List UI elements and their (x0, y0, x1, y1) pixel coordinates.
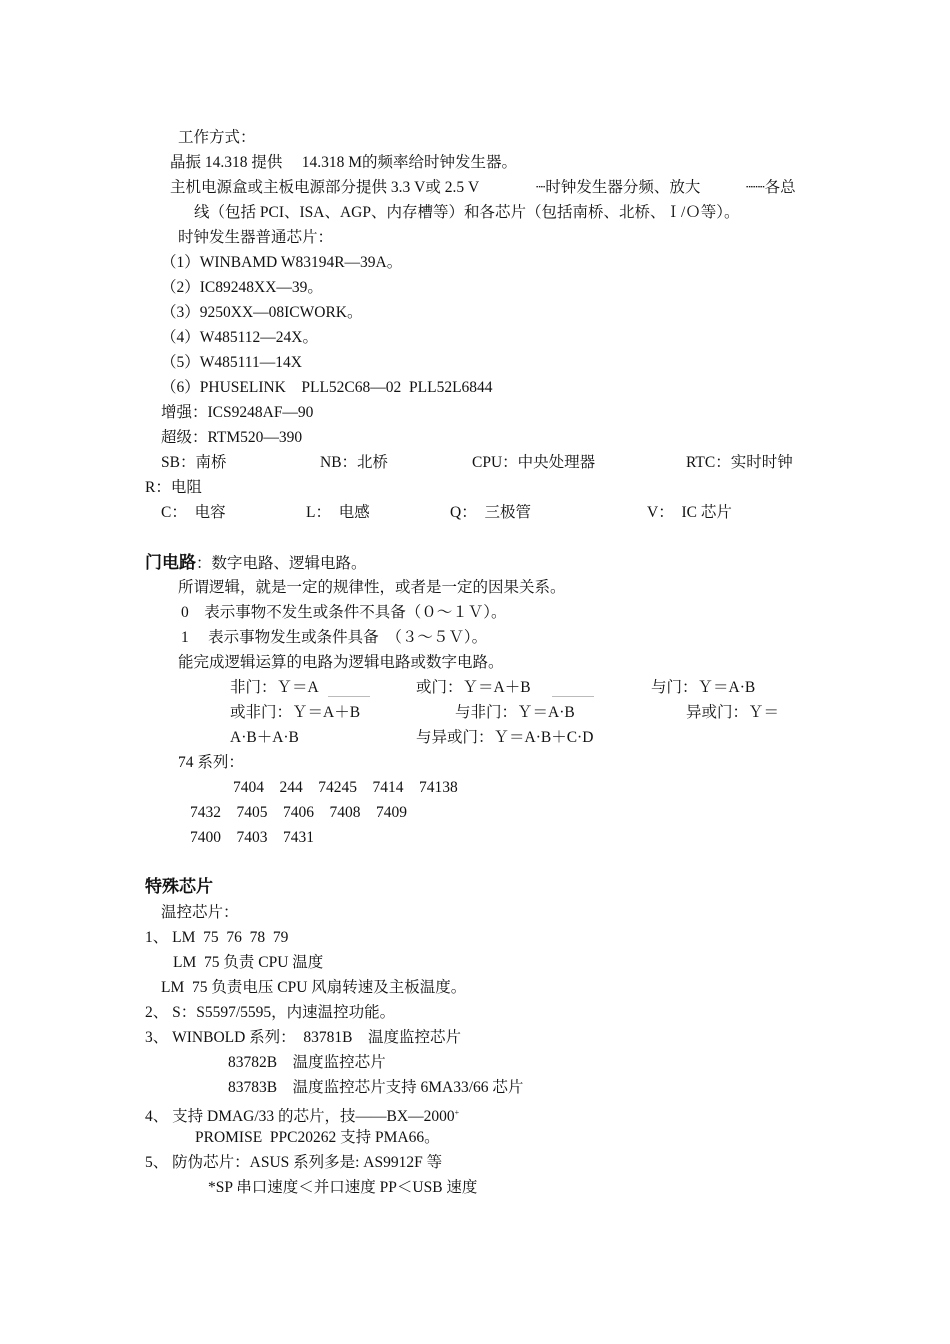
series-row: 7404 244 74245 7414 74138 (233, 779, 458, 796)
logic-circuit-definition: 能完成逻辑运算的电路为逻辑电路或数字电路。 (178, 654, 504, 671)
crystal-line: 晶振 14.318 提供 14.318 M的频率给时钟发生器。 (170, 154, 518, 171)
nand-gate: 与非门：Ｙ＝A·B (455, 704, 575, 721)
list-item-1-sub-b: LM 75 负责电压 CPU 风扇转速及主板温度。 (161, 979, 467, 996)
abbr-cpu: CPU：中央处理器 (472, 454, 596, 471)
chip-item: （3）9250XX—08ICWORK。 (161, 304, 363, 321)
overbar-line (552, 696, 594, 697)
chip-item: （1）WINBAMD W83194R—39A。 (161, 254, 403, 271)
list-item-4-sub: PROMISE PPC20262 支持 PMA66。 (195, 1129, 440, 1146)
gate-circuit-heading-rest: ：数字电路、逻辑电路。 (196, 555, 367, 572)
xor-expression: A·B＋A·B (230, 729, 299, 746)
clock-chips-label: 时钟发生器普通芯片： (178, 229, 334, 246)
temp-chips-label: 温控芯片： (161, 904, 239, 921)
work-mode-label: 工作方式： (178, 129, 256, 146)
special-chips-heading: 特殊芯片 (145, 877, 213, 896)
abbr-rtc: RTC：实时时钟 (686, 454, 793, 471)
gate-circuit-heading-line (145, 552, 367, 574)
gate-circuit-heading: 门电路 (145, 553, 196, 572)
xor-gate: 异或门：Ｙ＝ (686, 704, 780, 721)
not-gate: 非门：Ｙ＝A (230, 679, 319, 696)
nor-gate: 或非门：Ｙ＝A＋B (230, 704, 361, 721)
bus-line: 线（包括 PCI、ISA、AGP、内存槽等）和各芯片（包括南桥、北桥、Ｉ/Ｏ等）。 (194, 204, 740, 221)
and-gate: 与门：Ｙ＝A·B (651, 679, 756, 696)
list-item-2: 2、 S：S5597/5595，内速温控功能。 (145, 1004, 396, 1021)
overbar-line (328, 696, 370, 697)
list-item-5-sub: *SP 串口速度＜并口速度 PP＜USB 速度 (208, 1179, 478, 1196)
power-line-c: ┈┈各总 (746, 179, 796, 196)
series-row: 7432 7405 7406 7408 7409 (190, 804, 408, 821)
power-line-b: ┈时钟发生器分频、放大 (536, 179, 701, 196)
and-xor-gate: 与异或门：Ｙ＝A·B＋C·D (416, 729, 594, 746)
list-item-3: 3、 WINBOLD 系列： 83781B 温度监控芯片 (145, 1029, 462, 1046)
series-label: 74 系列： (178, 754, 244, 771)
abbr-v: V： IC 芯片 (647, 504, 732, 521)
list-item-1-sub-a: LM 75 负责 CPU 温度 (173, 954, 324, 971)
list-item-3-sub-b: 83783B 温度监控芯片支持 6MA33/66 芯片 (228, 1079, 524, 1096)
list-item-5: 5、 防伪芯片：ASUS 系列多是: AS9912F 等 (145, 1154, 443, 1171)
chip-item: （2）IC89248XX—39。 (161, 279, 323, 296)
one-meaning: 1 表示事物发生或条件具备 （３～５Ｖ）。 (181, 629, 488, 646)
zero-meaning: 0 表示事物不发生或条件不具备（０～１Ｖ）。 (181, 604, 507, 621)
abbr-r: R：电阻 (145, 479, 202, 496)
chip-item: （6）PHUSELINK PLL52C68—02 PLL52L6844 (161, 379, 493, 396)
list-item-4 (145, 1103, 459, 1127)
abbr-nb: NB：北桥 (320, 454, 389, 471)
list-item-3-sub-a: 83782B 温度监控芯片 (228, 1054, 386, 1071)
abbr-q: Q： 三极管 (450, 504, 531, 521)
list-item-1: 1、 LM 75 76 78 79 (145, 929, 289, 946)
super-line: 超级：RTM520—390 (161, 429, 303, 446)
power-line-a: 主机电源盒或主板电源部分提供 3.3 V或 2.5 V (170, 179, 480, 196)
logic-definition: 所谓逻辑，就是一定的规律性，或者是一定的因果关系。 (178, 579, 566, 596)
abbr-sb: SB：南桥 (161, 454, 227, 471)
list-item-4-sup: + (454, 1108, 460, 1117)
chip-item: （5）W485111—14X (161, 354, 302, 371)
abbr-c: C： 电容 (161, 504, 226, 521)
chip-item: （4）W485112—24X。 (161, 329, 318, 346)
list-item-4-text: 4、 支持 DMAG/33 的芯片，技——BX—2000 (145, 1108, 455, 1126)
series-row: 7400 7403 7431 (190, 829, 315, 846)
enhanced-line: 增强：ICS9248AF—90 (161, 404, 314, 421)
abbr-l: L： 电感 (306, 504, 370, 521)
or-gate: 或门：Ｙ＝A＋B (416, 679, 531, 696)
